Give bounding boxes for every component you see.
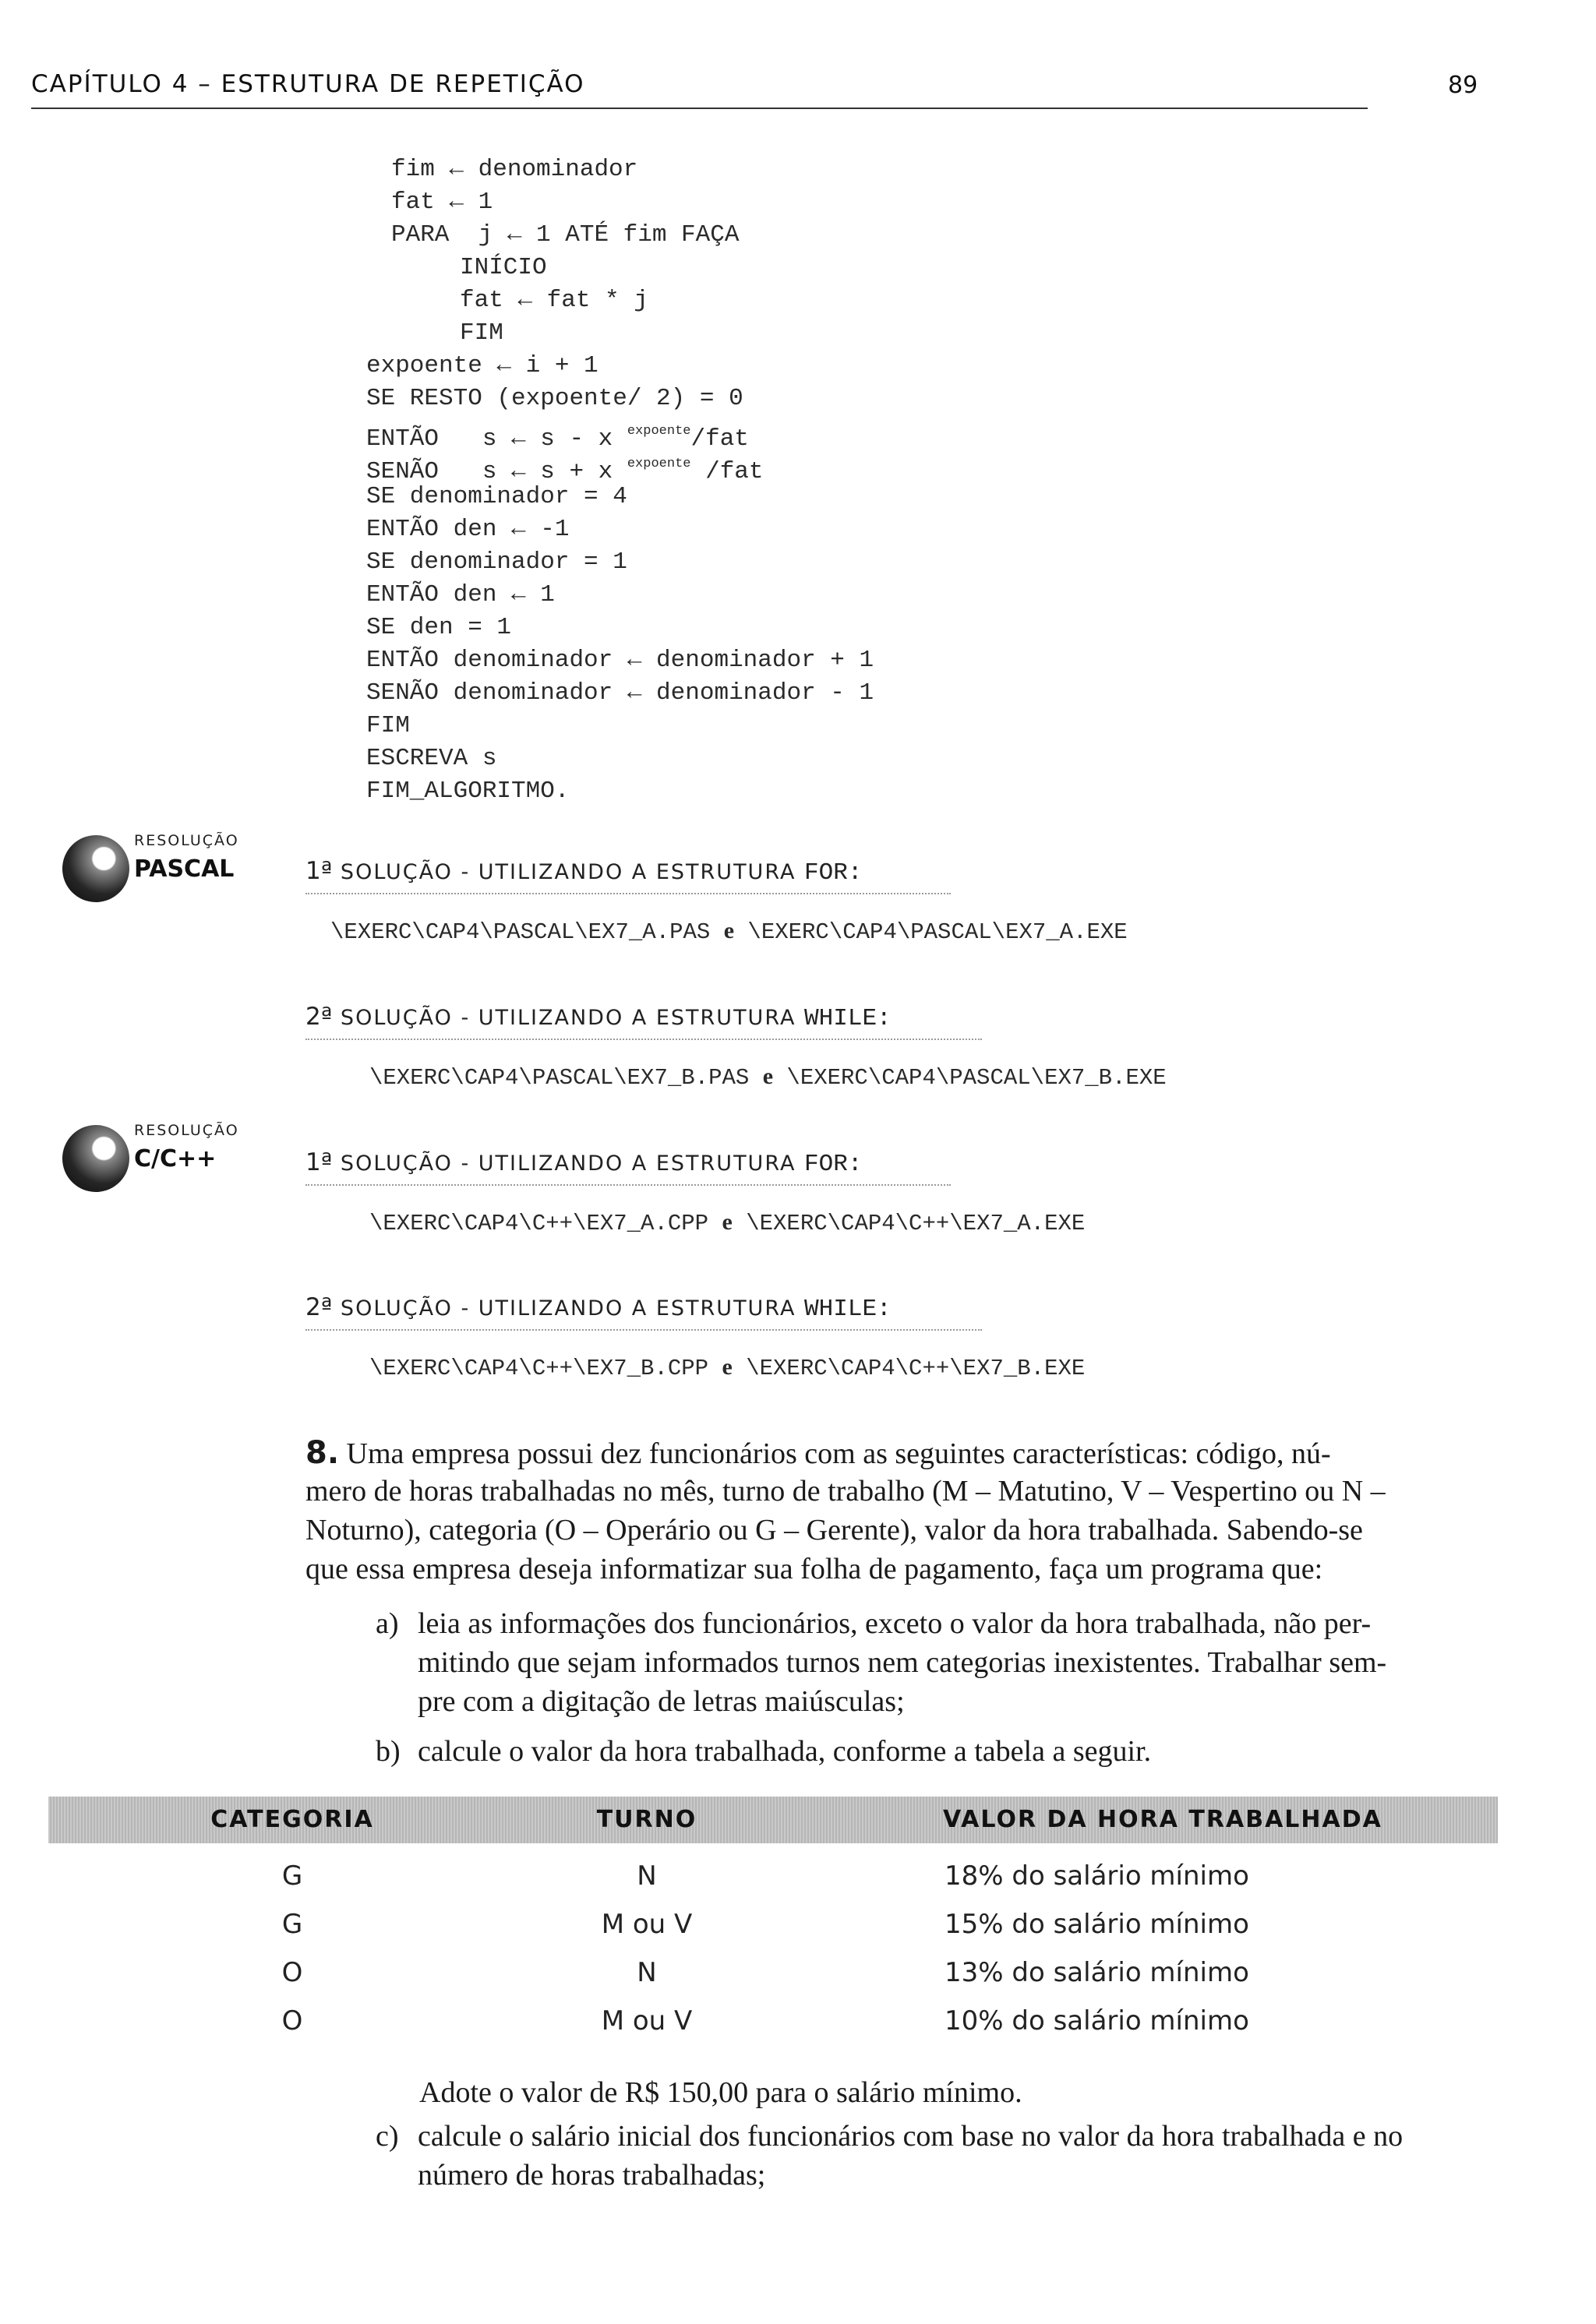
- item-a-line: leia as informações dos funcionários, exceto o valor da hora trabalhada, não per-: [418, 1607, 1372, 1640]
- item-b-label: b): [376, 1735, 401, 1768]
- exe-file-path: \EXERC\CAP4\PASCAL\EX7_B.EXE: [786, 1065, 1167, 1091]
- solution-text: SOLUÇÃO - UTILIZANDO A ESTRUTURA: [332, 860, 805, 884]
- code-line: ESCREVA s: [366, 745, 497, 772]
- exe-file-path: \EXERC\CAP4\PASCAL\EX7_A.EXE: [747, 919, 1128, 945]
- solution-text: SOLUÇÃO - UTILIZANDO A ESTRUTURA: [332, 1151, 805, 1176]
- code-suffix: /fat: [690, 425, 749, 453]
- table-header-categoria: CATEGORIA: [210, 1806, 374, 1833]
- table-cell-categoria: O: [281, 2005, 303, 2037]
- code-line: fat ← fat * j: [460, 287, 648, 314]
- page-number: 89: [1448, 72, 1478, 99]
- badge-caption: RESOLUÇÃO: [134, 1122, 239, 1139]
- code-line: FIM: [366, 712, 410, 739]
- dotted-rule: [305, 1329, 982, 1331]
- disc-icon: [62, 1125, 129, 1192]
- solution-number: 1ª: [305, 1148, 333, 1176]
- exercise-line: [305, 1435, 1331, 1471]
- table-cell-valor: 13% do salário mínimo: [945, 1957, 1249, 1988]
- exercise-text: Uma empresa possui dez funcionários com as seguintes características: código, nú-: [346, 1437, 1331, 1470]
- item-c-line: calcule o salário inicial dos funcionários com base no valor da hora trabalhada e no: [418, 2120, 1404, 2153]
- code-line: expoente ← i + 1: [366, 352, 598, 379]
- code-line: fim ← denominador: [391, 156, 638, 183]
- solution-heading: [305, 1003, 892, 1032]
- code-text: SENÃO s ← s + x: [366, 458, 627, 485]
- code-line: ENTÃO den ← -1: [366, 516, 570, 543]
- item-a-label: a): [376, 1607, 399, 1640]
- code-text: ENTÃO s ← s - x: [366, 425, 627, 453]
- table-cell-turno: N: [637, 1957, 657, 1988]
- code-line: INÍCIO: [460, 254, 547, 281]
- dotted-rule: [305, 893, 951, 894]
- conjunction: e: [722, 1354, 733, 1380]
- table-header-valor: VALOR DA HORA TRABALHADA: [943, 1806, 1382, 1833]
- note-line: Adote o valor de R$ 150,00 para o salário mínimo.: [419, 2076, 1022, 2109]
- disc-icon: [62, 835, 129, 902]
- table-cell-categoria: G: [281, 1860, 303, 1892]
- file-path-line: [369, 1209, 1085, 1236]
- badge-language: PASCAL: [134, 855, 235, 883]
- exercise-line: mero de horas trabalhadas no mês, turno de trabalho (M – Matutino, V – Vespertino ou N –: [305, 1475, 1386, 1508]
- solution-keyword: FOR:: [804, 859, 863, 887]
- code-line: ENTÃO denominador ← denominador + 1: [366, 647, 874, 674]
- solution-text: SOLUÇÃO - UTILIZANDO A ESTRUTURA: [332, 1296, 805, 1321]
- item-c-label: c): [376, 2120, 399, 2153]
- superscript-exponent: expoente: [627, 457, 691, 471]
- file-path-line: [369, 1063, 1167, 1091]
- code-line: FIM_ALGORITMO.: [366, 778, 570, 805]
- item-a-line: pre com a digitação de letras maiúsculas;: [418, 1685, 905, 1718]
- solution-number: 2ª: [305, 1003, 333, 1031]
- exercise-number: 8.: [305, 1435, 340, 1471]
- table-cell-categoria: O: [281, 1957, 303, 1988]
- solution-keyword: WHILE:: [804, 1296, 892, 1323]
- solution-keyword: FOR:: [804, 1151, 863, 1178]
- badge-caption: RESOLUÇÃO: [134, 832, 239, 849]
- table-cell-turno: N: [637, 1860, 657, 1892]
- code-line: SE RESTO (expoente/ 2) = 0: [366, 385, 743, 412]
- superscript-exponent: expoente: [627, 424, 691, 439]
- cpp-resolution-badge: [31, 1114, 288, 1200]
- code-line: FIM: [460, 319, 503, 347]
- code-line: PARA j ← 1 ATÉ fim FAÇA: [391, 221, 740, 249]
- dotted-rule: [305, 1039, 982, 1040]
- code-line: SE den = 1: [366, 614, 512, 641]
- table-cell-valor: 15% do salário mínimo: [945, 1909, 1249, 1940]
- code-line: SENÃO denominador ← denominador - 1: [366, 679, 874, 707]
- pascal-resolution-badge: [31, 824, 288, 910]
- table-header-turno: TURNO: [596, 1806, 697, 1833]
- item-a-line: mitindo que sejam informados turnos nem categorias inexistentes. Trabalhar sem-: [418, 1646, 1387, 1679]
- table-cell-valor: 18% do salário mínimo: [945, 1860, 1249, 1892]
- conjunction: e: [762, 1063, 774, 1089]
- code-suffix: /fat: [690, 458, 764, 485]
- file-path-line: [330, 918, 1128, 945]
- item-c-line: número de horas trabalhadas;: [418, 2159, 766, 2192]
- chapter-title: CAPÍTULO 4 – ESTRUTURA DE REPETIÇÃO: [31, 70, 585, 98]
- table-cell-categoria: G: [281, 1909, 303, 1940]
- exe-file-path: \EXERC\CAP4\C++\EX7_B.EXE: [746, 1356, 1086, 1381]
- source-file-path: \EXERC\CAP4\PASCAL\EX7_A.PAS: [330, 919, 711, 945]
- source-file-path: \EXERC\CAP4\C++\EX7_A.CPP: [369, 1211, 709, 1236]
- code-line: ENTÃO den ← 1: [366, 581, 555, 608]
- code-line-then: [366, 418, 749, 453]
- code-line-else: [366, 450, 764, 486]
- item-b-line: calcule o valor da hora trabalhada, conforme a tabela a seguir.: [418, 1735, 1152, 1768]
- solution-keyword: WHILE:: [804, 1005, 892, 1032]
- solution-number: 2ª: [305, 1293, 333, 1321]
- code-line: fat ← 1: [391, 189, 493, 216]
- code-line: SE denominador = 1: [366, 548, 627, 576]
- conjunction: e: [722, 1209, 733, 1235]
- file-path-line: [369, 1354, 1085, 1381]
- table-cell-turno: M ou V: [601, 2005, 693, 2037]
- badge-language: C/C++: [134, 1145, 217, 1173]
- source-file-path: \EXERC\CAP4\PASCAL\EX7_B.PAS: [369, 1065, 750, 1091]
- solution-heading: [305, 857, 862, 887]
- solution-heading: [305, 1148, 862, 1178]
- dotted-rule: [305, 1184, 951, 1186]
- table-cell-valor: 10% do salário mínimo: [945, 2005, 1249, 2037]
- table-cell-turno: M ou V: [601, 1909, 693, 1940]
- solution-heading: [305, 1293, 892, 1323]
- exe-file-path: \EXERC\CAP4\C++\EX7_A.EXE: [746, 1211, 1086, 1236]
- header-rule: [31, 108, 1368, 109]
- exercise-line: que essa empresa deseja informatizar sua folha de pagamento, faça um programa que:: [305, 1553, 1323, 1585]
- source-file-path: \EXERC\CAP4\C++\EX7_B.CPP: [369, 1356, 709, 1381]
- solution-text: SOLUÇÃO - UTILIZANDO A ESTRUTURA: [332, 1006, 805, 1030]
- exercise-line: Noturno), categoria (O – Operário ou G – Gerente), valor da hora trabalhada. Sabendo-se: [305, 1514, 1363, 1546]
- conjunction: e: [723, 918, 735, 943]
- code-line: SE denominador = 4: [366, 483, 627, 510]
- solution-number: 1ª: [305, 857, 333, 885]
